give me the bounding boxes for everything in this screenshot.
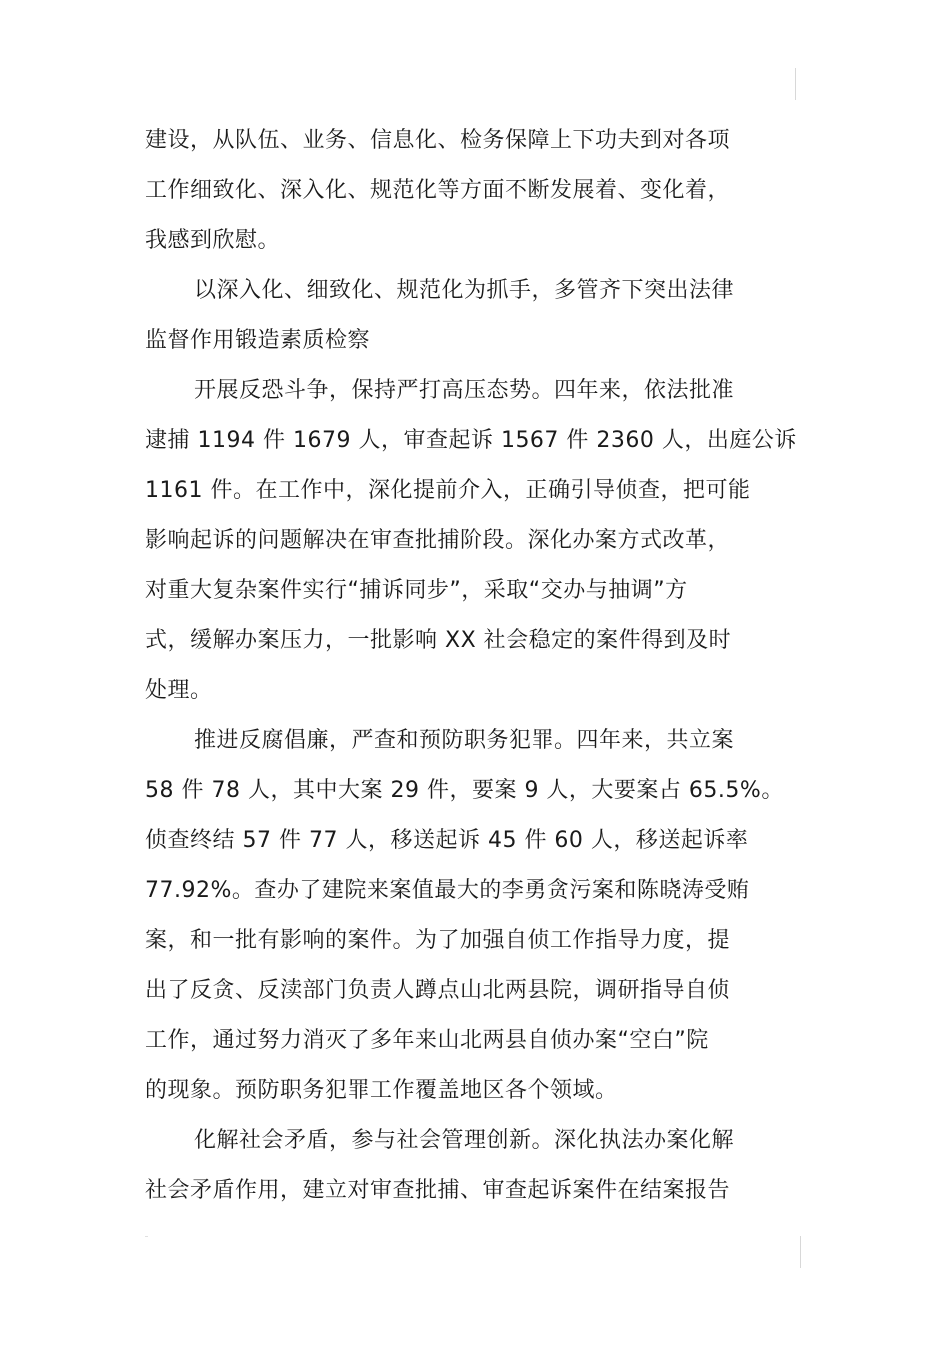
text-line: 我感到欣慰。	[145, 228, 281, 253]
text-line: 77.92%。查办了建院来案值最大的李勇贪污案和陈晓涛受贿	[145, 878, 750, 903]
text-line: 出了反贪、反渎部门负责人蹲点山北两县院，调研指导自侦	[145, 978, 731, 1003]
page-edge-mark	[145, 1236, 148, 1237]
text-line: 的现象。预防职务犯罪工作覆盖地区各个领域。	[145, 1078, 618, 1103]
paragraph-first-line: 推进反腐倡廉，严查和预防职务犯罪。四年来，共立案	[194, 728, 735, 753]
paragraph-first-line: 开展反恐斗争，保持严打高压态势。四年来，依法批准	[194, 378, 735, 403]
page-edge-mark	[795, 68, 796, 100]
text-line: 侦查终结 57 件 77 人，移送起诉 45 件 60 人，移送起诉率	[145, 828, 749, 853]
text-line: 工作，通过努力消灭了多年来山北两县自侦办案“空白”院	[145, 1028, 709, 1053]
text-line: 监督作用锻造素质检察	[145, 328, 371, 353]
paragraph-first-line: 化解社会矛盾，参与社会管理创新。深化执法办案化解	[194, 1128, 735, 1153]
paragraph-first-line: 以深入化、细致化、规范化为抓手，多管齐下突出法律	[194, 278, 735, 303]
text-line: 处理。	[145, 678, 213, 703]
text-line: 式，缓解办案压力，一批影响 XX 社会稳定的案件得到及时	[145, 628, 732, 653]
text-line: 社会矛盾作用，建立对审查批捕、审查起诉案件在结案报告	[145, 1178, 731, 1203]
page-edge-mark	[800, 1236, 801, 1268]
text-line: 建设，从队伍、业务、信息化、检务保障上下功夫到对各项	[145, 128, 731, 153]
text-line: 对重大复杂案件实行“捕诉同步”，采取“交办与抽调”方	[145, 578, 688, 603]
text-line: 58 件 78 人，其中大案 29 件，要案 9 人，大要案占 65.5%。	[145, 778, 784, 803]
text-line: 1161 件。在工作中，深化提前介入，正确引导侦查，把可能	[145, 478, 751, 503]
text-line: 影响起诉的问题解决在审查批捕阶段。深化办案方式改革，	[145, 528, 731, 553]
text-line: 案，和一批有影响的案件。为了加强自侦工作指导力度，提	[145, 928, 731, 953]
text-line: 工作细致化、深入化、规范化等方面不断发展着、变化着，	[145, 178, 731, 203]
text-line: 逮捕 1194 件 1679 人，审查起诉 1567 件 2360 人，出庭公诉	[145, 428, 797, 453]
